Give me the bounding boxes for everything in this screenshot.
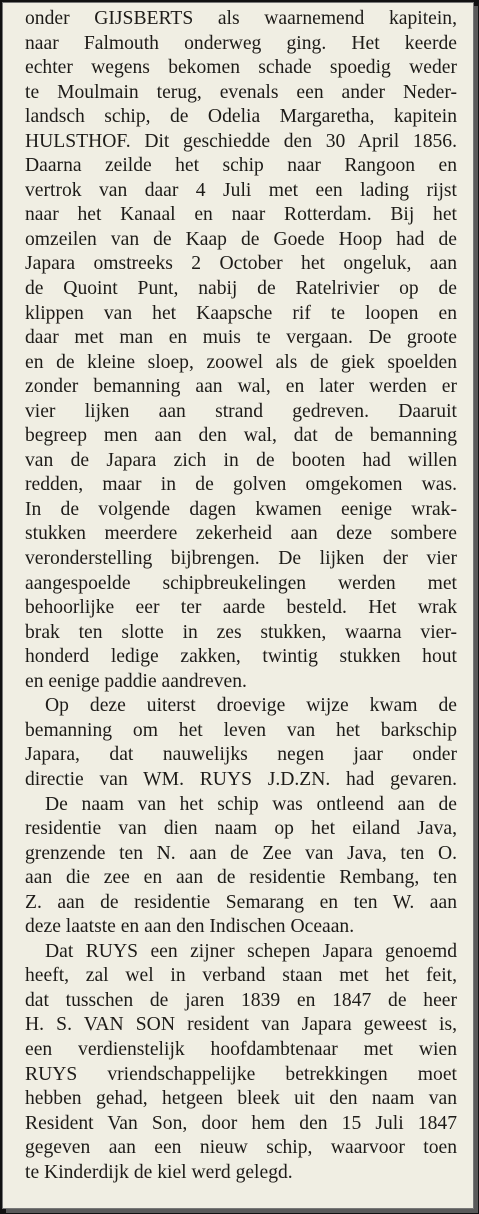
text-line: de Quoint Punt, nabij de Ratelrivier op de (25, 278, 457, 300)
text-line: van de Japara zich in de booten had willen (25, 449, 457, 471)
text-line: residentie van dien naam op het eiland Java, (25, 818, 457, 840)
text-line: In de volgende dagen kwamen eenige wrak- (25, 498, 457, 520)
text-line: honderd ledige zakken, twintig stukken hout (25, 646, 457, 668)
text-line: grenzende ten N. aan de Zee van Java, ten O. (25, 842, 457, 864)
text-line: Dat RUYS een zijner schepen Japara genoemd (45, 940, 457, 962)
text-line: RUYS vriendschappelijke betrekkingen moet (25, 1063, 457, 1085)
text-line: klippen van het Kaapsche rif te loopen en (25, 302, 457, 324)
text-line: redden, maar in de golven omgekomen was. (25, 474, 457, 496)
text-line: gegeven aan een nieuw schip, waarvoor toen (25, 1137, 457, 1159)
document-text (25, 7, 457, 1185)
text-line: brak ten slotte in zes stukken, waarna vier- (25, 621, 457, 643)
text-line: H. S. VAN SON resident van Japara geweest is, (25, 1014, 457, 1036)
paragraph-2 (25, 694, 457, 792)
text-line: stukken meerdere zekerheid aan deze sombere (25, 523, 457, 545)
text-line: daar met man en muis te vergaan. De groote (25, 327, 457, 349)
text-line: aan die zee en aan de residentie Rembang, ten (25, 867, 457, 889)
text-line: een verdienstelijk hoofdambtenaar met wien (25, 1038, 457, 1060)
text-line: onder GIJSBERTS als waarnemend kapitein, (25, 8, 457, 29)
text-line: HULSTHOF. Dit geschiedde den 30 April 1856. (25, 130, 457, 152)
text-line: heeft, zal wel in verband staan met het feit, (25, 965, 457, 987)
text-line: Japara omstreeks 2 October het ongeluk, aan (25, 253, 457, 275)
text-line: landsch schip, de Odelia Margaretha, kapitein (25, 106, 457, 128)
text-line: naar Falmouth onderweg ging. Het keerde (25, 32, 457, 54)
text-line: dat tusschen de jaren 1839 en 1847 de heer (25, 989, 457, 1011)
paragraph-3 (25, 793, 457, 940)
text-line: Daarna zeilde het schip naar Rangoon en (25, 155, 457, 177)
text-line: vier lijken aan strand gedreven. Daaruit (25, 400, 457, 422)
page-frame (2, 2, 474, 1209)
text-line: te Moulmain terug, evenals een ander Neder- (25, 81, 457, 103)
text-line: De naam van het schip was ontleend aan de (45, 793, 457, 815)
text-line: veronderstelling bijbrengen. De lijken der vier (25, 548, 457, 570)
text-line: naar het Kanaal en naar Rotterdam. Bij het (25, 204, 457, 226)
text-line: directie van WM. RUYS J.D.ZN. had gevaren. (25, 768, 457, 790)
text-line: omzeilen van de Kaap de Goede Hoop had de (25, 228, 457, 250)
text-line: deze laatste en aan den Indischen Oceaan. (25, 916, 355, 938)
text-line: vertrok van daar 4 Juli met een lading rijst (25, 179, 457, 201)
text-line: Op deze uiterst droevige wijze kwam de (45, 695, 457, 717)
text-line: Japara, dat nauwelijks negen jaar onder (25, 744, 457, 766)
text-line: en de kleine sloep, zoowel als de giek spoelden (25, 351, 457, 373)
text-line: en eenige paddie aandreven. (25, 670, 247, 692)
text-line: te Kinderdijk de kiel werd gelegd. (25, 1161, 293, 1183)
text-line: Resident Van Son, door hem den 15 Juli 1847 (25, 1112, 457, 1134)
paragraph-4 (25, 940, 457, 1185)
text-line: hebben gehad, hetgeen bleek uit den naam van (25, 1088, 457, 1110)
text-line: bemanning om het leven van het barkschip (25, 719, 457, 741)
text-line: Z. aan de residentie Semarang en ten W. aan (25, 891, 457, 913)
text-line: begreep men aan den wal, dat de bemanning (25, 425, 457, 447)
text-line: echter wegens bekomen schade spoedig weder (25, 57, 457, 79)
text-line: aangespoelde schipbreukelingen werden met (25, 572, 457, 594)
paragraph-1 (25, 7, 457, 694)
text-line: behoorlijke eer ter aarde besteld. Het wrak (25, 597, 457, 619)
text-line: zonder bemanning aan wal, en later werden er (25, 376, 457, 398)
